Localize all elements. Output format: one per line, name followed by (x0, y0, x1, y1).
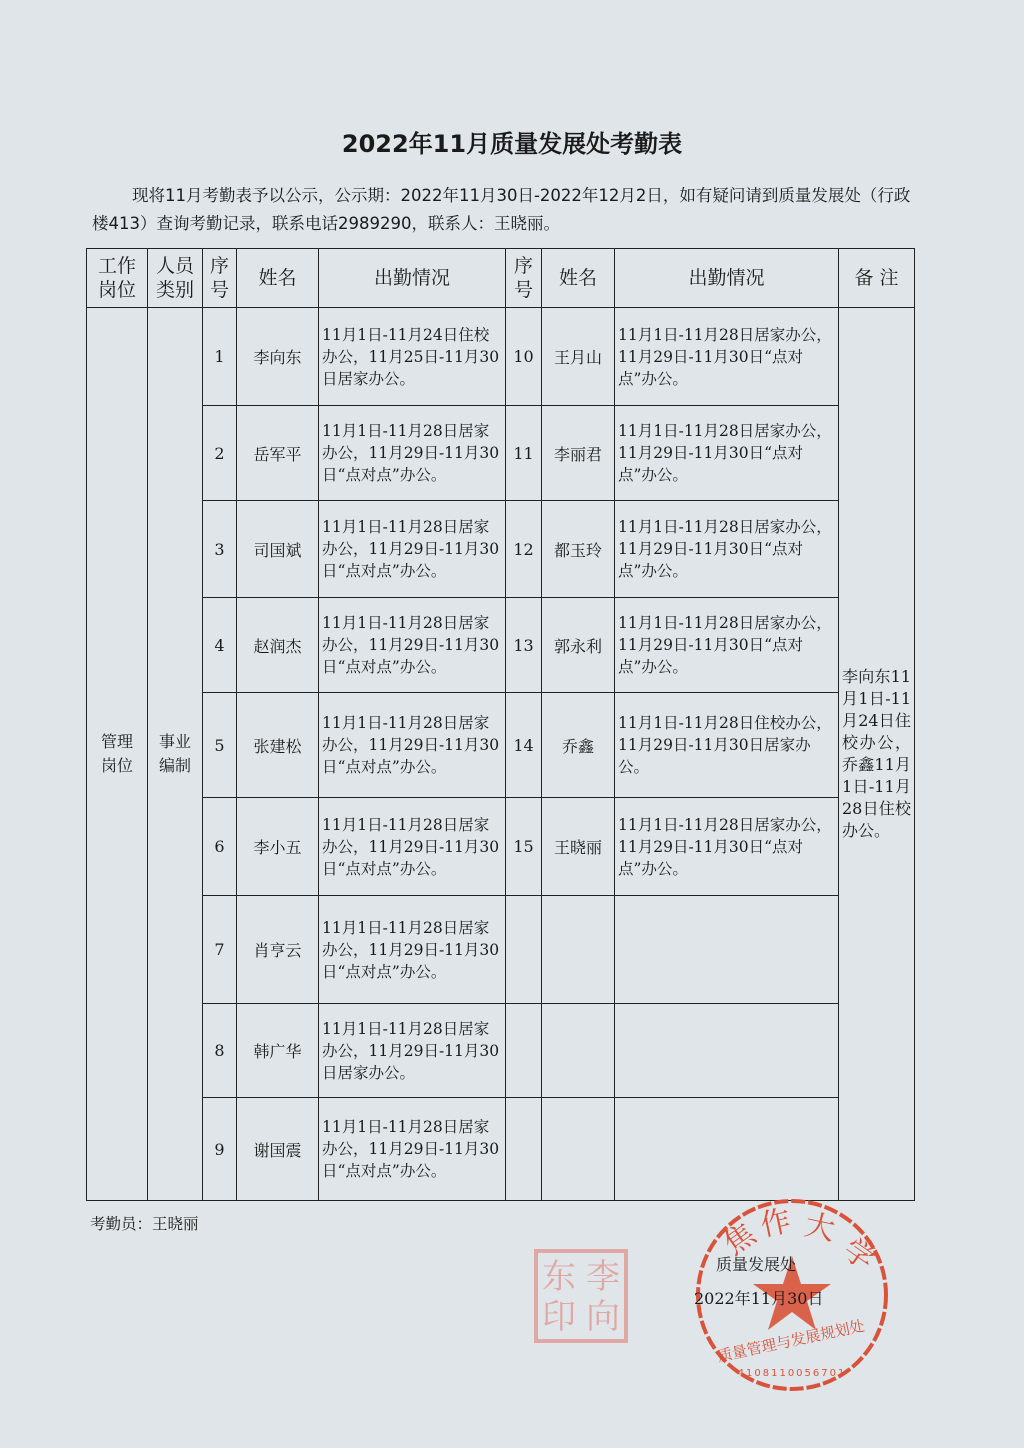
attendance-cell-2: 11月1日-11月28日住校办公，11月29日-11月30日居家办公。 (615, 693, 839, 798)
table-row (87, 1004, 915, 1098)
name-cell-2: 乔鑫 (542, 693, 615, 798)
name-cell: 岳军平 (237, 406, 319, 501)
attendance-table (86, 248, 915, 1201)
name-cell-2: 李丽君 (542, 406, 615, 501)
attendance-cell: 11月1日-11月28日居家办公，11月29日-11月30日“点对点”办公。 (319, 501, 506, 598)
name-cell-2 (542, 1098, 615, 1201)
name-cell: 谢国震 (237, 1098, 319, 1201)
header-post: 工作岗位 (87, 249, 148, 308)
svg-text:作: 作 (757, 1203, 795, 1244)
attendance-cell: 11月1日-11月28日居家办公，11月29日-11月30日“点对点”办公。 (319, 693, 506, 798)
seq-cell-2: 11 (506, 406, 542, 501)
name-cell-2: 郭永利 (542, 598, 615, 693)
post-cell: 管理岗位 (87, 308, 148, 1201)
remark-cell: 李向东11月1日-11月24日住校办公，乔鑫11月1日-11月28日住校办公。 (839, 308, 915, 1201)
seq-cell: 6 (203, 798, 237, 896)
attendance-cell: 11月1日-11月28日居家办公，11月29日-11月30日居家办公。 (319, 1004, 506, 1098)
table-row (87, 308, 915, 406)
svg-text:焦: 焦 (717, 1216, 763, 1263)
name-cell-2 (542, 896, 615, 1004)
signing-department: 质量发展处 (716, 1255, 797, 1274)
name-cell: 李向东 (237, 308, 319, 406)
seq-cell-2: 12 (506, 501, 542, 598)
page-title: 2022年11月质量发展处考勤表 (341, 130, 683, 158)
table-row (87, 598, 915, 693)
table-row (87, 406, 915, 501)
seq-cell: 3 (203, 501, 237, 598)
attendance-cell-2: 11月1日-11月28日居家办公，11月29日-11月30日“点对点”办公。 (615, 406, 839, 501)
svg-text:质量管理与发展规划处: 质量管理与发展规划处 (715, 1316, 867, 1366)
seq-cell: 4 (203, 598, 237, 693)
header-name: 姓名 (237, 249, 319, 308)
name-cell-2: 王月山 (542, 308, 615, 406)
seq-cell-2: 10 (506, 308, 542, 406)
header-category: 人员类别 (148, 249, 203, 308)
header-name-2: 姓名 (542, 249, 615, 308)
seq-cell: 1 (203, 308, 237, 406)
name-cell: 张建松 (237, 693, 319, 798)
signing-date: 2022年11月30日 (694, 1289, 824, 1308)
attendance-cell-2 (615, 1004, 839, 1098)
seq-cell: 9 (203, 1098, 237, 1201)
seq-cell-2 (506, 896, 542, 1004)
attendance-cell-2: 11月1日-11月28日居家办公，11月29日-11月30日“点对点”办公。 (615, 308, 839, 406)
name-cell: 赵润杰 (237, 598, 319, 693)
table-row (87, 501, 915, 598)
name-cell: 韩广华 (237, 1004, 319, 1098)
attendance-cell-2 (615, 896, 839, 1004)
attendance-cell-2 (615, 1098, 839, 1201)
attendance-cell-2: 11月1日-11月28日居家办公，11月29日-11月30日“点对点”办公。 (615, 798, 839, 896)
attendance-cell: 11月1日-11月28日居家办公，11月29日-11月30日“点对点”办公。 (319, 896, 506, 1004)
table-header-row (87, 249, 915, 308)
name-cell-2: 都玉玲 (542, 501, 615, 598)
header-attendance-2: 出勤情况 (615, 249, 839, 308)
seq-cell: 8 (203, 1004, 237, 1098)
name-cell: 肖亨云 (237, 896, 319, 1004)
attendance-cell: 11月1日-11月28日居家办公，11月29日-11月30日“点对点”办公。 (319, 1098, 506, 1201)
attendance-cell: 11月1日-11月28日居家办公，11月29日-11月30日“点对点”办公。 (319, 798, 506, 896)
table-row (87, 1098, 915, 1201)
attendance-cell-2: 11月1日-11月28日居家办公，11月29日-11月30日“点对点”办公。 (615, 598, 839, 693)
category-cell: 事业编制 (148, 308, 203, 1201)
personal-seal (533, 1248, 629, 1344)
name-cell-2: 王晓丽 (542, 798, 615, 896)
name-cell: 李小五 (237, 798, 319, 896)
name-cell: 司国斌 (237, 501, 319, 598)
attendance-cell: 11月1日-11月28日居家办公，11月29日-11月30日“点对点”办公。 (319, 406, 506, 501)
seq-cell-2 (506, 1098, 542, 1201)
svg-text:向: 向 (586, 1297, 620, 1337)
seq-cell-2: 14 (506, 693, 542, 798)
clerk-label: 考勤员：王晓丽 (90, 1215, 199, 1233)
svg-text:印: 印 (542, 1297, 576, 1337)
header-seq: 序号 (203, 249, 237, 308)
svg-text:东: 东 (542, 1257, 576, 1297)
svg-text:4108110056701: 4108110056701 (737, 1368, 847, 1379)
name-cell-2 (542, 1004, 615, 1098)
seq-cell-2: 15 (506, 798, 542, 896)
seq-cell: 5 (203, 693, 237, 798)
table-row (87, 693, 915, 798)
svg-text:大: 大 (801, 1207, 838, 1249)
seq-cell: 2 (203, 406, 237, 501)
svg-text:学: 学 (836, 1231, 882, 1278)
attendance-cell: 11月1日-11月24日住校办公，11月25日-11月30日居家办公。 (319, 308, 506, 406)
table-row (87, 896, 915, 1004)
svg-text:李: 李 (586, 1257, 620, 1297)
seq-cell-2 (506, 1004, 542, 1098)
table-row (87, 798, 915, 896)
seq-cell: 7 (203, 896, 237, 1004)
header-seq-2: 序号 (506, 249, 542, 308)
attendance-cell: 11月1日-11月28日居家办公，11月29日-11月30日“点对点”办公。 (319, 598, 506, 693)
header-attendance: 出勤情况 (319, 249, 506, 308)
notice-paragraph: 现将11月考勤表予以公示，公示期：2022年11月30日-2022年12月2日，如有疑问请到质量发展处（行政楼413）查询考勤记录，联系电话2989290，联系人：王晓丽。 (92, 186, 911, 233)
attendance-cell-2: 11月1日-11月28日居家办公，11月29日-11月30日“点对点”办公。 (615, 501, 839, 598)
seq-cell-2: 13 (506, 598, 542, 693)
header-note: 备 注 (839, 249, 915, 308)
